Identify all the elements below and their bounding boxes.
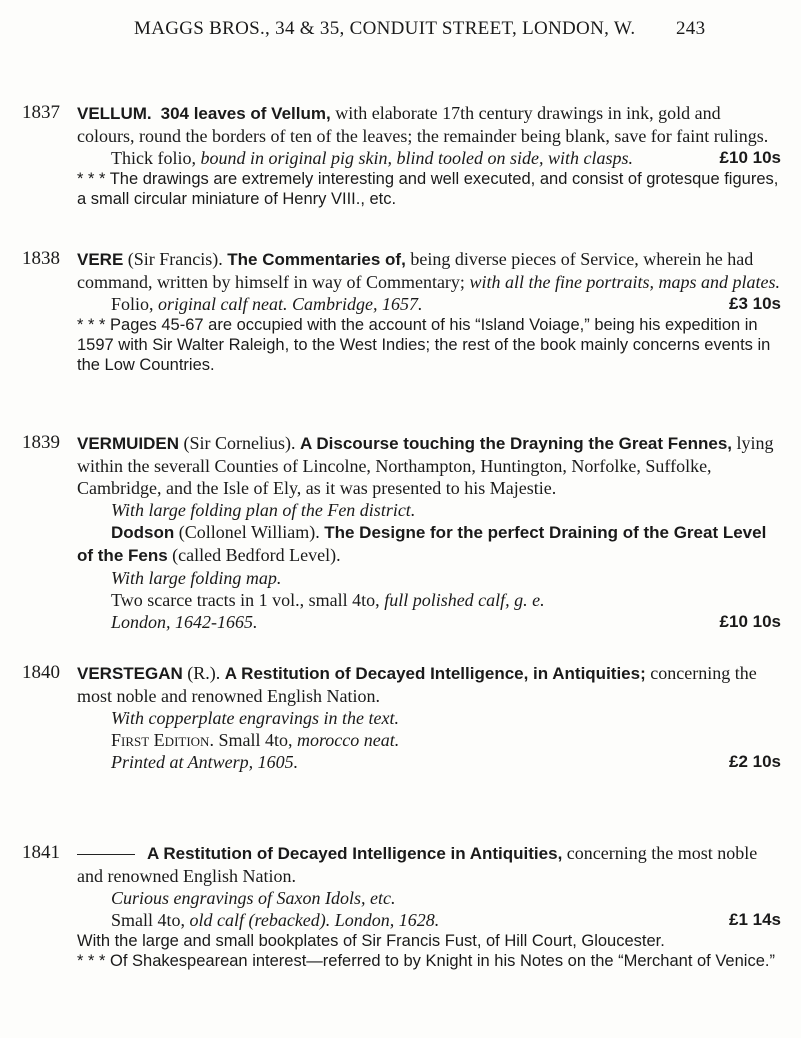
entry-body <box>77 248 781 375</box>
binding-italic: morocco neat. <box>296 730 400 750</box>
edition: First Edition. <box>111 730 214 750</box>
plate-note: With large folding plan of the Fen district. <box>111 500 416 520</box>
author-detail: (R.). <box>182 663 225 683</box>
binding-italic: full polished calf, g. e. <box>384 590 545 610</box>
binding-italic: original calf neat. Cambridge, 1657. <box>158 294 423 314</box>
binding-plain: Folio, <box>111 294 159 314</box>
price: £3 10s <box>729 294 781 313</box>
lot-number: 1841 <box>22 842 60 863</box>
ditto-dash <box>77 854 135 855</box>
price: £1 14s <box>729 910 781 929</box>
entry-note: * * * The drawings are extremely interesting and well executed, and consist of grotesque figures, a small circular miniature of Henry VIII., etc. <box>77 170 779 208</box>
second-book-title: The Designe for the perfect Draining of the Great Level of the Fens <box>77 523 767 565</box>
price: £10 10s <box>719 612 781 631</box>
provenance: With the large and small bookplates of Sir Francis Fust, of Hill Court, Gloucester. <box>77 932 665 950</box>
entry-heading-rest: 304 leaves of Vellum, <box>160 104 331 123</box>
entry-heading: VELLUM. <box>77 104 152 123</box>
entry-body <box>77 432 781 633</box>
page-number: 243 <box>676 18 706 39</box>
entry-description: concerning the most noble and renowned English Nation. <box>77 843 758 886</box>
price: £2 10s <box>729 752 781 771</box>
book-title: A Restitution of Decayed Intelligence in Antiquities, <box>147 844 563 863</box>
author-detail: (Sir Cornelius). <box>179 433 301 453</box>
author-detail: (Sir Francis). <box>123 249 228 269</box>
binding-italic: old calf (rebacked). London, 1628. <box>189 910 440 930</box>
lot-number: 1838 <box>22 248 60 269</box>
entry-note: * * * Of Shakespearean interest—referred to by Knight in his Notes on the “Merchant of Venice.” <box>77 952 775 970</box>
entry-body <box>77 662 781 773</box>
second-description: (called Bedford Level). <box>167 545 341 565</box>
entry-description: concerning the most noble and renowned English Nation. <box>77 663 757 706</box>
book-title: The Commentaries of, <box>227 250 406 269</box>
binding-italic: bound in original pig skin, blind tooled on side, with clasps. <box>200 148 633 168</box>
book-title: A Restitution of Decayed Intelligence, in Antiquities; <box>224 664 646 683</box>
binding-plain: Small 4to, <box>213 730 297 750</box>
lot-number: 1840 <box>22 662 60 683</box>
catalogue-header-title: MAGGS BROS., 34 & 35, CONDUIT STREET, LONDON, W. <box>134 18 636 39</box>
binding-plain: Thick folio, <box>111 148 201 168</box>
entry-description: with elaborate 17th century drawings in ink, gold and colours, round the borders of ten of the leaves; the remainder being blank, save for faint rulings. <box>77 103 769 146</box>
second-plate-note: With large folding map. <box>111 568 282 588</box>
entry-description: being diverse pieces of Service, wherein he had command, written by himself in way of Commentary; <box>77 249 754 292</box>
author-name: VERMUIDEN <box>77 434 180 453</box>
author-name: VERE <box>77 250 124 269</box>
entry-description: lying within the severall Counties of Lincolne, Northampton, Huntington, Norfolke, Suffolke, Cambridge, and the Isle of Ely, as it was presented to his Majestie. <box>77 433 774 498</box>
imprint: London, 1642-1665. <box>111 612 258 632</box>
binding-plain: Small 4to, <box>111 910 190 930</box>
book-title: A Discourse touching the Drayning the Great Fennes, <box>300 434 733 453</box>
entry-body <box>77 842 781 971</box>
second-author-detail: (Collonel William). <box>174 522 325 542</box>
lot-number: 1839 <box>22 432 60 453</box>
lot-number: 1837 <box>22 102 60 123</box>
plate-note: Curious engravings of Saxon Idols, etc. <box>111 888 396 908</box>
second-author-name: Dodson <box>111 523 175 542</box>
author-name: VERSTEGAN <box>77 664 183 683</box>
entry-description-italic: with all the fine portraits, maps and plates. <box>469 272 780 292</box>
page-header <box>0 14 801 44</box>
plate-note: With copperplate engravings in the text. <box>111 708 399 728</box>
entry-note: * * * Pages 45-67 are occupied with the account of his “Island Voiage,” being his expedition in 1597 with Sir Walter Raleigh, to the West Indies; the rest of the book mainly concerns events in the Low Countries. <box>77 316 771 374</box>
imprint: Printed at Antwerp, 1605. <box>111 752 299 772</box>
binding-plain: Two scarce tracts in 1 vol., small 4to, <box>111 590 385 610</box>
entry-body <box>77 102 781 209</box>
price: £10 10s <box>719 148 781 167</box>
